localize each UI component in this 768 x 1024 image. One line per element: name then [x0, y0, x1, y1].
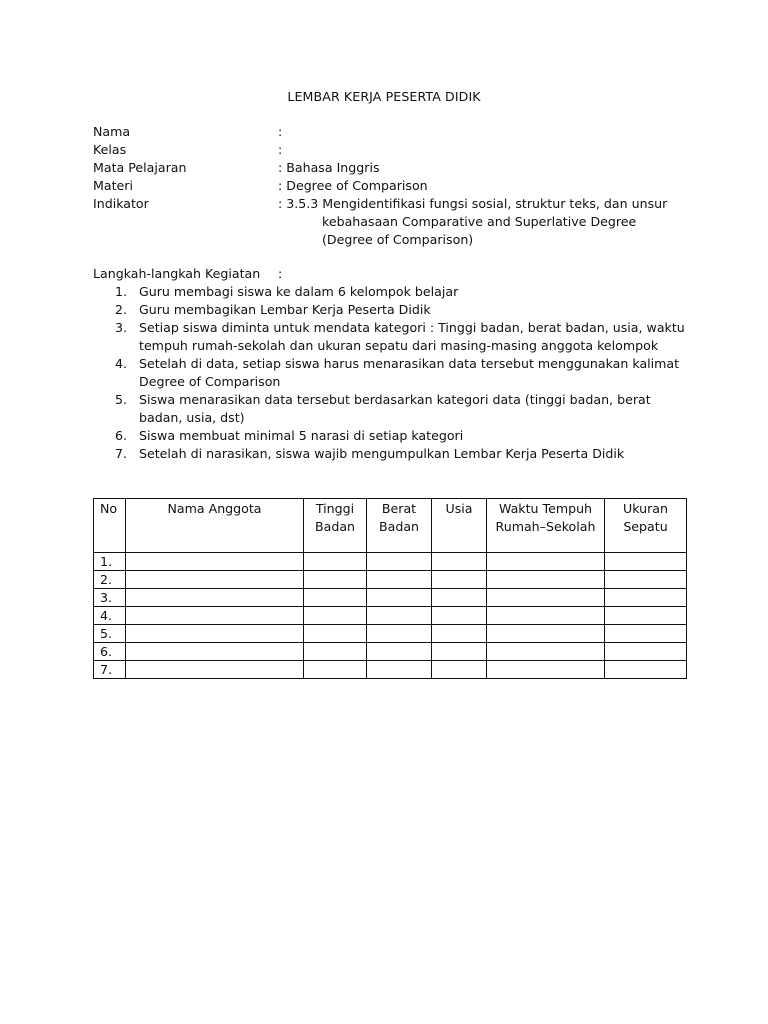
step-text: Siswa membuat minimal 5 narasi di setiap kategori	[139, 428, 464, 443]
cell-waktu[interactable]	[487, 643, 605, 661]
row-number: 7.	[94, 661, 126, 679]
steps-list	[93, 283, 693, 463]
info-label: Nama	[93, 124, 131, 139]
cell-usia[interactable]	[432, 661, 487, 679]
info-label: Kelas	[93, 142, 127, 157]
cell-tinggi[interactable]	[304, 643, 367, 661]
cell-ukuran[interactable]	[605, 589, 687, 607]
list-item	[93, 445, 693, 463]
header-berat-badan: Berat Badan	[367, 499, 432, 553]
step-number: 7.	[115, 446, 128, 461]
cell-nama[interactable]	[126, 625, 304, 643]
cell-usia[interactable]	[432, 571, 487, 589]
steps-colon: :	[278, 266, 283, 281]
cell-tinggi[interactable]	[304, 589, 367, 607]
student-info	[93, 123, 693, 249]
indikator-continuation: (Degree of Comparison)	[322, 232, 474, 247]
cell-tinggi[interactable]	[304, 661, 367, 679]
cell-tinggi[interactable]	[304, 571, 367, 589]
cell-usia[interactable]	[432, 643, 487, 661]
cell-usia[interactable]	[432, 589, 487, 607]
row-number: 5.	[94, 625, 126, 643]
cell-berat[interactable]	[367, 625, 432, 643]
table-row	[94, 589, 687, 607]
cell-nama[interactable]	[126, 607, 304, 625]
step-number: 1.	[115, 284, 128, 299]
cell-waktu[interactable]	[487, 625, 605, 643]
step-number: 4.	[115, 356, 128, 371]
cell-waktu[interactable]	[487, 607, 605, 625]
cell-nama[interactable]	[126, 661, 304, 679]
cell-berat[interactable]	[367, 661, 432, 679]
header-ukuran-sepatu: Ukuran Sepatu	[605, 499, 687, 553]
info-value: : Degree of Comparison	[278, 178, 428, 193]
table-row	[94, 643, 687, 661]
list-item	[93, 283, 693, 301]
list-item	[93, 427, 693, 445]
step-number: 6.	[115, 428, 128, 443]
info-row-indikator	[93, 195, 693, 213]
header-nama-anggota: Nama Anggota	[126, 499, 304, 553]
cell-berat[interactable]	[367, 607, 432, 625]
info-row-nama	[93, 123, 693, 141]
list-item	[93, 301, 693, 319]
cell-waktu[interactable]	[487, 553, 605, 571]
info-label: Materi	[93, 178, 133, 193]
cell-tinggi[interactable]	[304, 553, 367, 571]
cell-waktu[interactable]	[487, 571, 605, 589]
step-text: Degree of Comparison	[139, 374, 281, 389]
step-text: Guru membagi siswa ke dalam 6 kelompok belajar	[139, 284, 459, 299]
info-row-mata-pelajaran	[93, 159, 693, 177]
cell-waktu[interactable]	[487, 589, 605, 607]
cell-usia[interactable]	[432, 625, 487, 643]
page-title: LEMBAR KERJA PESERTA DIDIK	[287, 89, 481, 104]
row-number: 3.	[94, 589, 126, 607]
info-row-kelas	[93, 141, 693, 159]
cell-nama[interactable]	[126, 589, 304, 607]
data-table	[93, 498, 687, 679]
cell-nama[interactable]	[126, 643, 304, 661]
info-label: Mata Pelajaran	[93, 160, 187, 175]
info-row-materi	[93, 177, 693, 195]
info-value: : 3.5.3 Mengidentifikasi fungsi sosial, struktur teks, dan unsur	[278, 196, 668, 211]
header-waktu-tempuh: Waktu Tempuh Rumah–Sekolah	[487, 499, 605, 553]
header-no: No	[94, 499, 126, 553]
cell-berat[interactable]	[367, 589, 432, 607]
list-item	[93, 355, 693, 391]
step-text: Setiap siswa diminta untuk mendata kategori : Tinggi badan, berat badan, usia, waktu	[139, 320, 685, 335]
row-number: 2.	[94, 571, 126, 589]
cell-ukuran[interactable]	[605, 607, 687, 625]
table-row	[94, 607, 687, 625]
cell-berat[interactable]	[367, 553, 432, 571]
list-item	[93, 319, 693, 355]
cell-ukuran[interactable]	[605, 571, 687, 589]
header-tinggi-badan: Tinggi Badan	[304, 499, 367, 553]
cell-nama[interactable]	[126, 571, 304, 589]
table-header-row	[94, 499, 687, 553]
list-item	[93, 391, 693, 427]
cell-ukuran[interactable]	[605, 553, 687, 571]
steps-heading	[93, 265, 693, 283]
cell-tinggi[interactable]	[304, 625, 367, 643]
step-number: 2.	[115, 302, 128, 317]
info-value: : Bahasa Inggris	[278, 160, 380, 175]
cell-ukuran[interactable]	[605, 643, 687, 661]
info-value: :	[278, 124, 283, 139]
step-text: tempuh rumah-sekolah dan ukuran sepatu dari masing-masing anggota kelompok	[139, 338, 659, 353]
cell-tinggi[interactable]	[304, 607, 367, 625]
cell-berat[interactable]	[367, 643, 432, 661]
cell-nama[interactable]	[126, 553, 304, 571]
table-row	[94, 571, 687, 589]
row-number: 4.	[94, 607, 126, 625]
row-number: 6.	[94, 643, 126, 661]
info-value: :	[278, 142, 283, 157]
step-number: 5.	[115, 392, 128, 407]
cell-ukuran[interactable]	[605, 661, 687, 679]
cell-ukuran[interactable]	[605, 625, 687, 643]
header-usia: Usia	[432, 499, 487, 553]
cell-waktu[interactable]	[487, 661, 605, 679]
step-number: 3.	[115, 320, 128, 335]
row-number: 1.	[94, 553, 126, 571]
cell-berat[interactable]	[367, 571, 432, 589]
table-row	[94, 625, 687, 643]
step-text: Setelah di narasikan, siswa wajib mengumpulkan Lembar Kerja Peserta Didik	[139, 446, 625, 461]
info-label: Indikator	[93, 196, 149, 211]
table-row	[94, 661, 687, 679]
step-text: Guru membagikan Lembar Kerja Peserta Didik	[139, 302, 431, 317]
table-row	[94, 553, 687, 571]
steps-label: Langkah-langkah Kegiatan	[93, 266, 261, 281]
cell-usia[interactable]	[432, 553, 487, 571]
step-text: Setelah di data, setiap siswa harus menarasikan data tersebut menggunakan kalimat	[139, 356, 680, 371]
cell-usia[interactable]	[432, 607, 487, 625]
step-text: badan, usia, dst)	[139, 410, 245, 425]
step-text: Siswa menarasikan data tersebut berdasarkan kategori data (tinggi badan, berat	[139, 392, 651, 407]
indikator-continuation: kebahasaan Comparative and Superlative Degree	[322, 214, 637, 229]
